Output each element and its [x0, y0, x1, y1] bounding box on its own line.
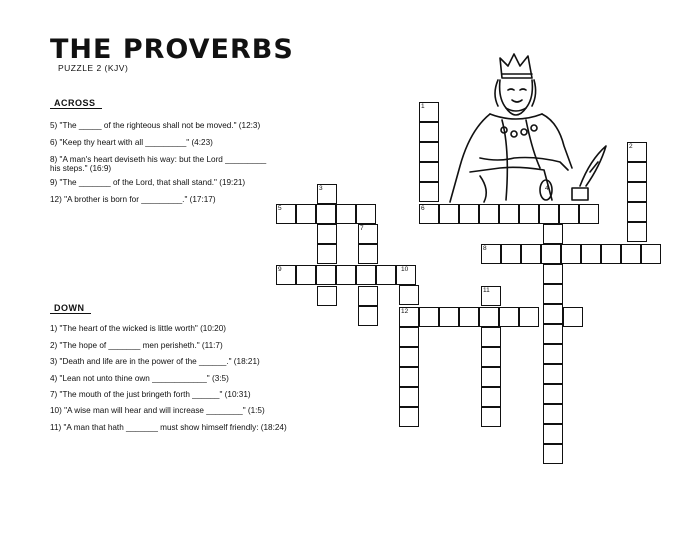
down-clue-7: 7) "The mouth of the just bringeth forth ______" (10:31) — [50, 390, 251, 399]
grid-cell[interactable] — [621, 244, 641, 264]
grid-cell[interactable] — [501, 244, 521, 264]
grid-cell[interactable] — [439, 204, 459, 224]
grid-cell[interactable] — [419, 182, 439, 202]
grid-cell[interactable] — [481, 387, 501, 407]
clue-number-6: 6 — [421, 205, 425, 212]
grid-cell[interactable] — [316, 204, 336, 224]
grid-cell[interactable] — [627, 222, 647, 242]
grid-cell[interactable] — [563, 307, 583, 327]
grid-cell[interactable] — [317, 286, 337, 306]
down-clue-2: 2) "The hope of _______ men perisheth." (11:7) — [50, 341, 223, 350]
grid-cell[interactable] — [399, 387, 419, 407]
grid-cell[interactable] — [543, 424, 563, 444]
grid-cell[interactable] — [543, 404, 563, 424]
down-clue-1: 1) "The heart of the wicked is little worth" (10:20) — [50, 324, 227, 333]
grid-cell[interactable] — [399, 327, 419, 347]
grid-cell[interactable] — [521, 244, 541, 264]
across-clue-8-cont: his steps." (16:9) — [50, 164, 112, 173]
grid-cell[interactable] — [561, 244, 581, 264]
grid-cell[interactable] — [419, 162, 439, 182]
grid-cell[interactable] — [499, 307, 519, 327]
grid-cell[interactable] — [519, 307, 539, 327]
grid-cell[interactable] — [336, 265, 356, 285]
grid-cell[interactable] — [543, 304, 563, 324]
grid-cell[interactable] — [358, 244, 378, 264]
king-solomon-illustration — [440, 50, 610, 210]
across-clue-6: 6) "Keep thy heart with all _________" (4:23) — [50, 138, 213, 147]
grid-cell[interactable] — [543, 324, 563, 344]
grid-cell[interactable] — [481, 367, 501, 387]
grid-cell[interactable] — [439, 307, 459, 327]
grid-cell[interactable] — [543, 384, 563, 404]
clue-number-3: 3 — [319, 185, 323, 192]
across-clue-8: 8) "A man's heart deviseth his way: but the Lord _________ — [50, 155, 267, 164]
clue-number-12: 12 — [401, 308, 409, 315]
grid-cell[interactable] — [317, 244, 337, 264]
down-heading: DOWN — [50, 303, 91, 314]
across-clue-5: 5) "The _____ of the righteous shall not be moved." (12:3) — [50, 121, 261, 130]
grid-cell[interactable] — [296, 265, 316, 285]
grid-cell[interactable] — [543, 224, 563, 244]
grid-cell[interactable] — [399, 285, 419, 305]
grid-cell[interactable] — [539, 204, 559, 224]
grid-cell[interactable] — [336, 204, 356, 224]
grid-cell[interactable] — [419, 122, 439, 142]
grid-cell[interactable] — [543, 444, 563, 464]
grid-cell[interactable] — [419, 307, 439, 327]
grid-cell[interactable] — [316, 265, 336, 285]
clue-number-9: 9 — [278, 266, 282, 273]
grid-cell[interactable] — [481, 327, 501, 347]
grid-cell[interactable] — [399, 347, 419, 367]
grid-cell[interactable] — [543, 284, 563, 304]
grid-cell[interactable] — [479, 307, 499, 327]
grid-cell[interactable] — [627, 182, 647, 202]
grid-cell[interactable] — [356, 265, 376, 285]
grid-cell[interactable] — [543, 344, 563, 364]
grid-cell[interactable] — [459, 204, 479, 224]
grid-cell[interactable] — [601, 244, 621, 264]
grid-cell[interactable] — [559, 204, 579, 224]
grid-cell[interactable] — [296, 204, 316, 224]
across-heading: ACROSS — [50, 98, 102, 109]
grid-cell[interactable] — [519, 204, 539, 224]
grid-cell[interactable] — [419, 142, 439, 162]
grid-cell[interactable] — [627, 162, 647, 182]
grid-cell[interactable] — [399, 367, 419, 387]
grid-cell[interactable] — [376, 265, 396, 285]
clue-number-11: 11 — [483, 287, 490, 294]
down-clue-4: 4) "Lean not unto thine own ____________" (3:5) — [50, 374, 229, 383]
grid-cell[interactable] — [541, 244, 561, 264]
down-clue-10: 10) "A wise man will hear and will increase ________" (1:5) — [50, 406, 265, 415]
clue-number-8: 8 — [483, 245, 487, 252]
grid-cell[interactable] — [627, 202, 647, 222]
grid-cell[interactable] — [358, 286, 378, 306]
grid-cell[interactable] — [481, 407, 501, 427]
grid-cell[interactable] — [356, 204, 376, 224]
clue-number-5: 5 — [278, 205, 282, 212]
down-clue-3: 3) "Death and life are in the power of the ______." (18:21) — [50, 357, 260, 366]
page-title: THE PROVERBS — [50, 34, 294, 65]
down-clue-11: 11) "A man that hath _______ must show himself friendly: (18:24) — [50, 423, 287, 432]
puzzle-subtitle: PUZZLE 2 (KJV) — [58, 63, 129, 73]
grid-cell[interactable] — [499, 204, 519, 224]
grid-cell[interactable] — [641, 244, 661, 264]
clue-number-1: 1 — [421, 103, 425, 110]
clue-number-2: 2 — [629, 143, 633, 150]
grid-cell[interactable] — [399, 407, 419, 427]
grid-cell[interactable] — [479, 204, 499, 224]
clue-number-10: 10 — [401, 266, 409, 273]
grid-cell[interactable] — [581, 244, 601, 264]
grid-cell[interactable] — [543, 264, 563, 284]
grid-cell[interactable] — [481, 347, 501, 367]
clue-number-7: 7 — [360, 225, 364, 232]
clue-number-4: 4 — [545, 185, 549, 192]
grid-cell[interactable] — [317, 224, 337, 244]
across-clue-12: 12) "A brother is born for _________." (17:17) — [50, 195, 216, 204]
grid-cell[interactable] — [459, 307, 479, 327]
across-clue-9: 9) "The _______ of the Lord, that shall stand." (19:21) — [50, 178, 246, 187]
grid-cell[interactable] — [579, 204, 599, 224]
grid-cell[interactable] — [358, 306, 378, 326]
grid-cell[interactable] — [543, 364, 563, 384]
